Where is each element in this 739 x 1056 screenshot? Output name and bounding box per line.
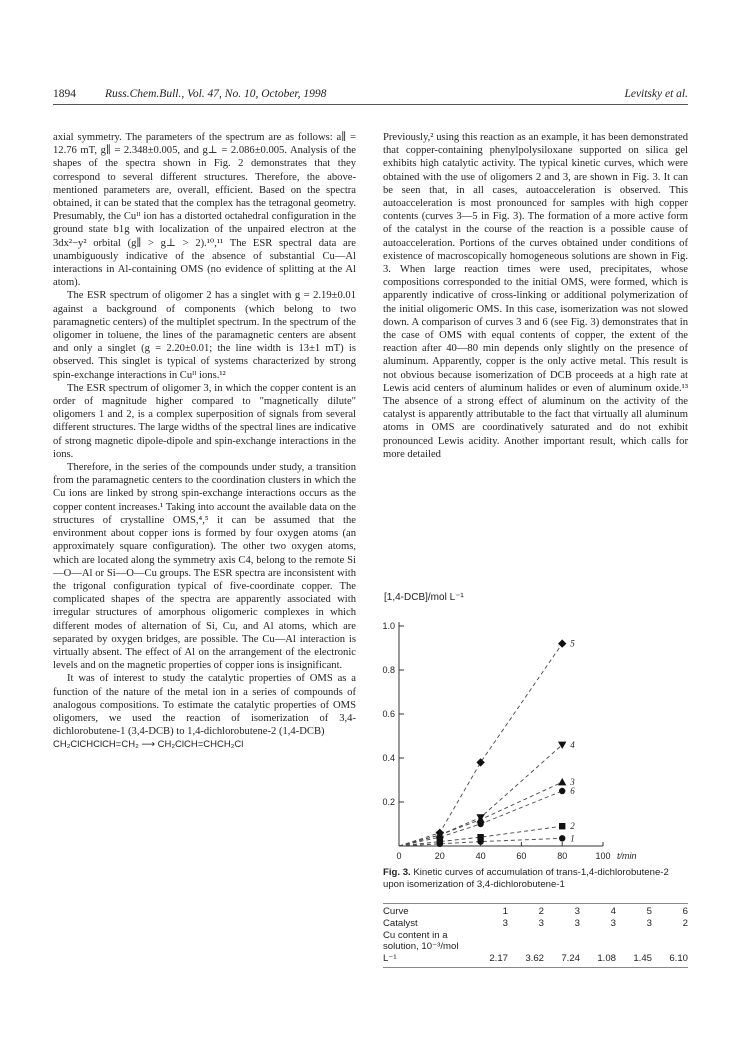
table-cell: 2 (508, 904, 544, 918)
series-label: 1 (570, 833, 575, 844)
data-point (559, 835, 565, 841)
table-row (383, 930, 688, 968)
paragraph: The ESR spectrum of oligomer 3, in which the copper content is an order of magnitude higher compared to "magnetically dilute" oligomers 1 and 2, is a complex superposition of signals from several different structures. The large widths of the spectral lines are indicative of strong magnetic dipole-dipole and spin-exchange interactions in the ions. (53, 382, 356, 460)
series-label: 6 (570, 786, 575, 796)
table-cell: 2 (682, 917, 688, 929)
reaction-equation: CH₂ClCHClCH=CH₂ ⟶ CH₂ClCH=CHCH₂Cl (53, 739, 244, 751)
paragraph: axial symmetry. The parameters of the spectrum are as follows: a∥ = 12.76 mT, g∥ = 2.348±0.005, and g⊥ = 2.086±0.005. Analysis of the shapes of the spectra shown in Fig. 2 demonstrates that they correspond to several different structures. Therefore, the above-mentioned parameters are, overall, efficient. Based on the spectra obtained, it can be stated that the complex has the tetragonal geometry. Presumably, the Cuᴵᴵ ion has a distorted octahedral configuration in the ground state b1g with localization of the unpaired electron at the 3dx²−y² orbital (g∥ > g⊥ > 2).¹⁰,¹¹ The ESR spectral data are unambiguously indicative of the absence of substantial Cu—Al interactions in Al-containing OMS (no evidence of splitting at the Al atom). (53, 132, 356, 289)
page-number: 1894 (53, 88, 76, 100)
data-point (559, 823, 565, 829)
x-tick-label: 0 (396, 851, 402, 861)
y-tick-label: 0.8 (382, 665, 395, 675)
table-row (383, 904, 688, 918)
series-label: 3 (570, 777, 575, 788)
x-axis-label: t/min (617, 851, 637, 861)
y-tick-label: 1.0 (382, 621, 395, 631)
paragraph: The ESR spectrum of oligomer 2 has a singlet with g = 2.19±0.01 against a background of components (which belong to two paramagnetic centers) of the multiplet spectrum. In the spectrum of the oligomer in toluene, the lines of the paramagnetic centers are absent and only a singlet (g = 2.20±0.01; the line width is 13±1 mT) is observed. This singlet is typical of systems characterized by strong spin-exchange interactions in Cuᴵᴵ ions.¹² (53, 290, 356, 381)
table-cell: 2.17 (472, 930, 508, 968)
table-row-label: Catalyst (383, 917, 418, 929)
x-tick-label: 40 (475, 851, 486, 861)
x-tick-label: 100 (595, 851, 611, 861)
data-point (477, 834, 483, 840)
y-tick-label: 0.2 (382, 797, 395, 807)
series-label: 4 (570, 739, 575, 750)
table-cell: 1.45 (616, 930, 652, 968)
y-tick-label: 0.6 (382, 709, 395, 719)
header-rule (53, 104, 688, 105)
x-tick-label: 80 (557, 851, 568, 861)
table-cell: 3 (574, 917, 580, 929)
paragraph: Therefore, in the series of the compounds under study, a transition from the paramagnetic centers to the coordination clusters in which the Cu ions are linked by strong spin-exchange interactions occurs as the copper content increases.¹ Taking into account the available data on the structures of crystalline OMS,⁴,⁵ it can be assumed that the environment about copper ions is formed by four oxygen atoms (an approximately square configuration). The other two oxygen atoms, which are located along the symmetry axis C4, belong to the remote Si—O—Al or Si—O—Cu groups. The ESR spectra are inconsistent with the trigonal configuration typical of five-coordinate copper. The complicated shapes of the spectra are apparently associated with irregular structures of amorphous oligomeric complexes in which different modes of alternation of Si, Cu, and Al atoms, which are separated by oxygen bridges, are possible. The Cu—Al interaction is virtually absent. The effect of Al on the arrangement of the electronic levels and on the magnetic properties of copper ions is insignificant. (53, 462, 356, 672)
series-label: 5 (570, 638, 575, 649)
data-point (476, 814, 484, 821)
table-cell: 3.62 (508, 930, 544, 968)
figure-caption-text: Kinetic curves of accumulation of trans-1,4-dichlorobutene-2 upon isomerization of 3,4-dichlorobutene-1 (383, 867, 669, 890)
data-point (437, 834, 443, 840)
paragraph: Previously,² using this reaction as an example, it has been demonstrated that copper-containing phenylpolysiloxane supported on silica gel exhibits high catalytic activity. The typical kinetic curves, which were obtained with the use of oligomers 2 and 3, are shown in Fig. 3. It can be seen that, in all cases, autoacceleration is observed. This autoacceleration is most pronounced for samples with high copper contents (curves 3—5 in Fig. 3). The formation of a more active form of the catalyst in the course of the reaction is a possible cause of autoacceleration. Portions of the curves obtained under conditions of existence of macroscopically homogeneous solutions are shown in Fig. 3. When large reaction times were used, precipitates, whose compositions corresponded to the initial OMS, were formed, which is apparently indicative of cross-linking or additional polymerization of the initial oligomeric OMS. In this case, isomerization was not slowed down. A comparison of curves 3 and 6 (see Fig. 3) demonstrates that in the case of OMS with equal contents of copper, the extent of the reaction after 40—80 min depends only slightly on the presence of aluminum. Apparently, copper is the only active metal. This result is not obvious because isomerization of DCB proceeds at a high rate at Lewis acid centers of aluminum halides or even of aluminum oxide.¹³ The absence of a strong effect of aluminum on the activity of the catalyst is apparently attributable to the fact that virtually all aluminum atoms in OMS are coordinatively saturated and do not exhibit pronounced Lewis acidity. Another important result, which calls for more detailed (383, 132, 688, 460)
kinetic-curves-chart (378, 608, 688, 866)
y-tick-label: 0.4 (382, 753, 395, 763)
figure-table (383, 903, 688, 968)
table-cell: 3 (502, 917, 508, 929)
table-cell: 1.08 (580, 930, 616, 968)
left-column (53, 131, 356, 752)
running-header (53, 88, 688, 104)
table-cell: 3 (646, 917, 652, 929)
table-cell: 3 (610, 917, 616, 929)
running-authors: Levitsky et al. (624, 88, 688, 100)
table-cell: 4 (580, 904, 616, 918)
table-cell: 7.24 (544, 930, 580, 968)
x-tick-label: 20 (434, 851, 445, 861)
data-point (558, 639, 566, 647)
table-row-label: Curve (383, 904, 472, 918)
data-point (558, 778, 566, 785)
figure-caption (383, 867, 688, 891)
table-row (383, 918, 688, 930)
table-cell: 6.10 (652, 930, 688, 968)
table-cell: 3 (538, 917, 544, 929)
table-cell: 1 (472, 904, 508, 918)
data-point (476, 758, 484, 766)
x-tick-label: 60 (516, 851, 527, 861)
data-point (477, 821, 483, 827)
data-point (559, 788, 565, 794)
table-cell: 3 (544, 904, 580, 918)
figure-label: Fig. 3. (383, 867, 411, 878)
journal-citation: Russ.Chem.Bull., Vol. 47, No. 10, October, 1998 (105, 88, 327, 100)
chart-y-axis-label: [1,4-DCB]/mol L⁻¹ (384, 592, 464, 603)
series-label: 2 (570, 821, 575, 832)
paragraph: It was of interest to study the catalytic properties of OMS as a function of the nature of the metal ion in a series of compounds of analogous compositions. To estimate the catalytic properties of OMS oligomers, we used the reaction of isomerization of 3,4-dichlorobutene-1 (3,4-DCB) to 1,4-dichlorobutene-2 (1,4-DCB) (53, 673, 356, 738)
table-row-label: Cu content in a solution, 10⁻³/mol L⁻¹ (383, 930, 472, 968)
right-column (383, 131, 688, 461)
table-cell: 5 (616, 904, 652, 918)
table-cell: 6 (652, 904, 688, 918)
